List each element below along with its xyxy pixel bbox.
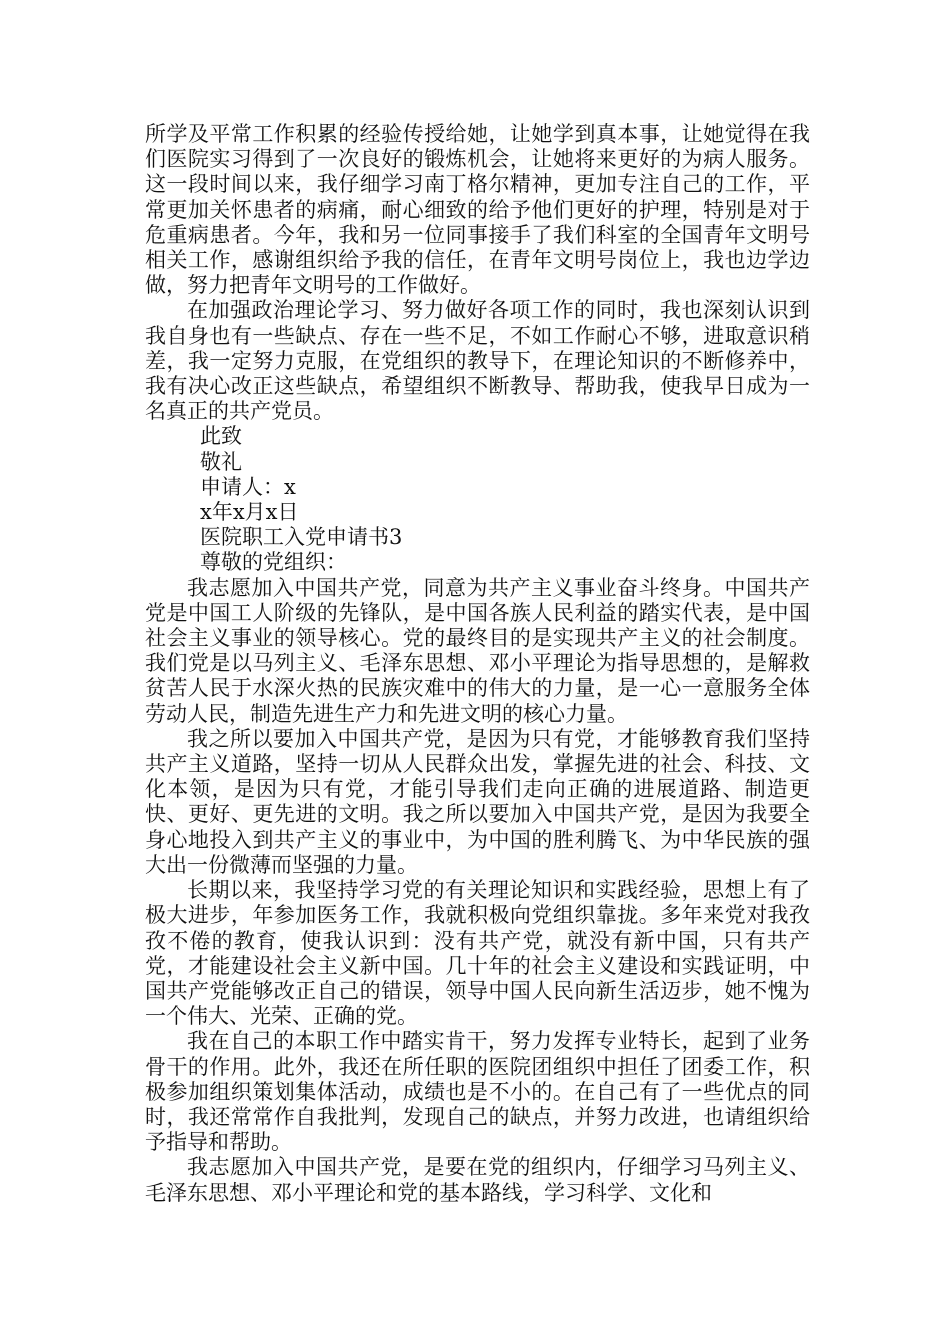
paragraph: 我之所以要加入中国共产党，是因为只有党，才能够教育我们坚持共产主义道路，坚持一切从人民群众出发，掌握先进的社会、科技、文化本领，是因为只有党，才能引导我们走向正确的进展道路、制造更快、更好、更先进的文明。我之所以要加入中国共产党，是因为我要全身心地投入到共产主义的事业中，为中国的胜利腾飞、为中华民族的强大出一份微薄而坚强的力量。 xyxy=(145,726,810,877)
paragraph: 长期以来，我坚持学习党的有关理论知识和实践经验，思想上有了极大进步，年参加医务工作，我就积极向党组织靠拢。多年来党对我孜孜不倦的教育，使我认识到：没有共产党，就没有新中国，只有共产党，才能建设社会主义新中国。几十年的社会主义建设和实践证明，中国共产党能够改正自己的错误，领导中国人民向新生活迈步，她不愧为一个伟大、光荣、正确的党。 xyxy=(145,878,810,1029)
paragraph: 我在自己的本职工作中踏实肯干，努力发挥专业特长，起到了业务骨干的作用。此外，我还在所任职的医院团组织中担任了团委工作，积极参加组织策划集体活动，成绩也是不小的。在自己有了一些优点的同时，我还常常作自我批判，发现自己的缺点，并努力改进，也请组织给予指导和帮助。 xyxy=(145,1029,810,1155)
paragraph: 在加强政治理论学习、努力做好各项工作的同时，我也深刻认识到我自身也有一些缺点、存在一些不足，不如工作耐心不够，进取意识稍差，我一定努力克服，在党组织的教导下，在理论知识的不断修养中，我有决心改正这些缺点，希望组织不断教导、帮助我，使我早日成为一名真正的共产党员。 xyxy=(145,298,810,424)
closing-line: 敬礼 xyxy=(200,449,242,474)
date-line: x年x月x日 xyxy=(200,500,299,525)
paragraph: 所学及平常工作积累的经验传授给她，让她学到真本事，让她觉得在我们医院实习得到了一次良好的锻炼机会，让她将来更好的为病人服务。这一段时间以来，我仔细学习南丁格尔精神，更加专注自己的工作，平常更加关怀患者的病痛，耐心细致的给予他们更好的护理，特别是对于危重病患者。今年，我和另一位同事接手了我们科室的全国青年文明号相关工作，感谢组织给予我的信任，在青年文明号岗位上，我也边学边做，努力把青年文明号的工作做好。 xyxy=(145,122,810,298)
salutation-line: 此致 xyxy=(200,424,242,449)
greeting-line: 尊敬的党组织： xyxy=(200,550,347,575)
paragraph: 我志愿加入中国共产党，是要在党的组织内，仔细学习马列主义、毛泽东思想、邓小平理论和党的基本路线，学习科学、文化和 xyxy=(145,1155,810,1205)
applicant-line: 申请人：x xyxy=(200,474,296,499)
paragraph: 我志愿加入中国共产党，同意为共产主义事业奋斗终身。中国共产党是中国工人阶级的先锋队，是中国各族人民利益的踏实代表，是中国社会主义事业的领导核心。党的最终目的是实现共产主义的社会制度。我们党是以马列主义、毛泽东思想、邓小平理论为指导思想的，是解救贫苦人民于水深火热的民族灾难中的伟大的力量，是一心一意服务全体劳动人民，制造先进生产力和先进文明的核心力量。 xyxy=(145,575,810,726)
document-body xyxy=(145,122,810,1206)
section-title: 医院职工入党申请书3 xyxy=(200,525,403,550)
